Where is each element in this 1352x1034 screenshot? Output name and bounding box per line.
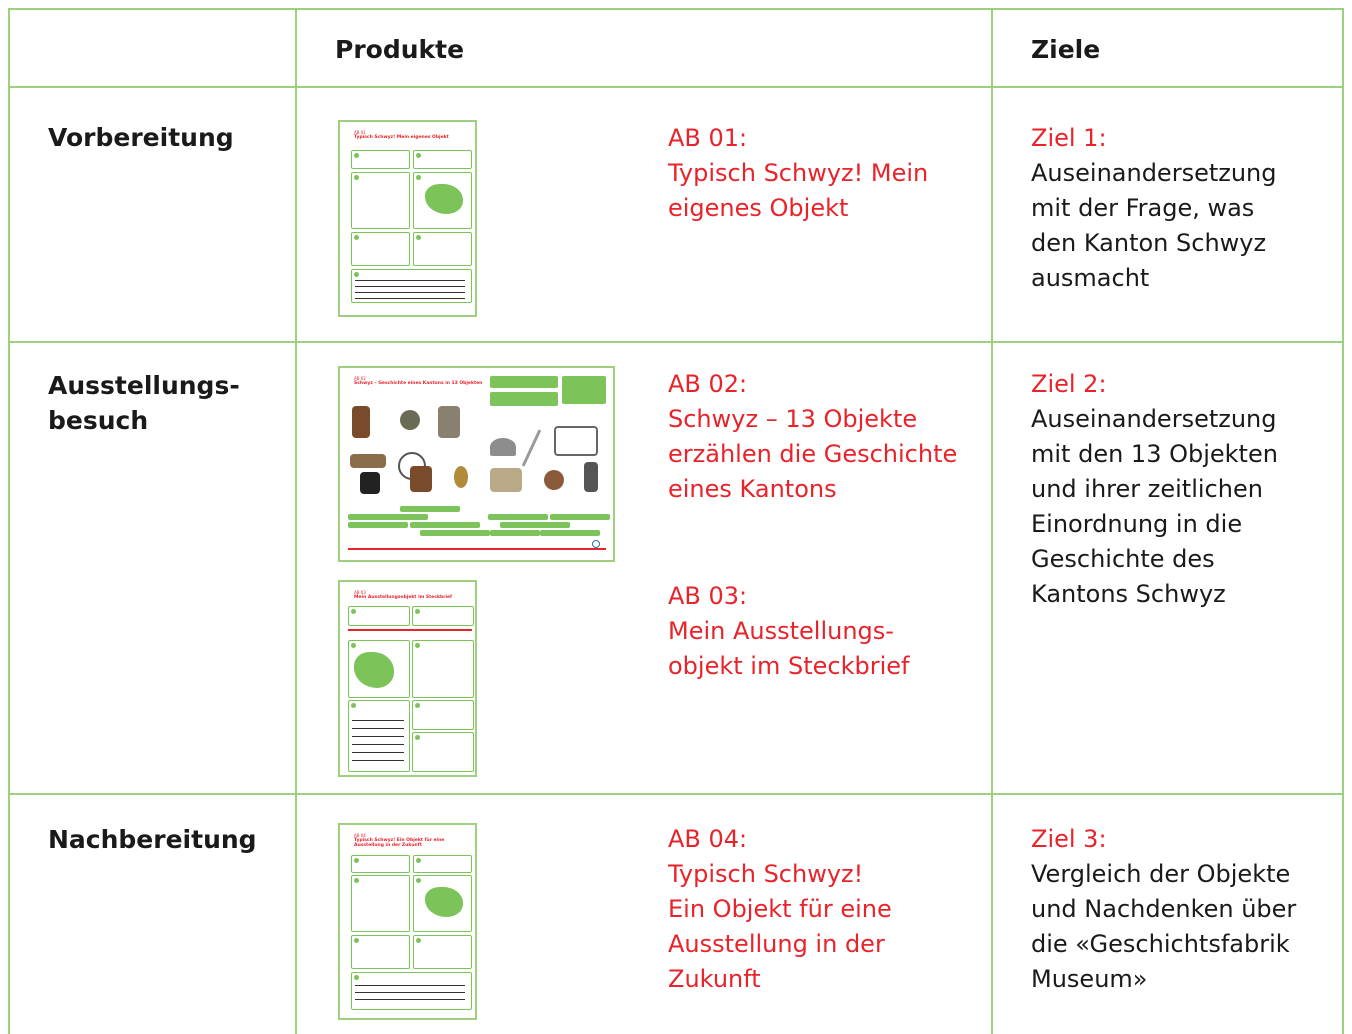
goal-3: Ziel 3: Vergleich der Objekte und Nachdenken über die «Geschichtsfabrik Museum» [1031,825,1297,993]
chandelier-icon [554,426,598,456]
table-border-right [1342,8,1344,1034]
table-col-divider [991,8,993,1034]
jacket-icon [360,472,380,494]
product-ab04: AB 04: Typisch Schwyz! Ein Objekt für eine Ausstellung in der Zukunft [668,825,892,993]
header-ziele: Ziele [1031,35,1101,64]
worksheet-thumbnail-ab02[interactable]: AB 02 Schwyz – Geschichte eines Kantons in 13 Objekten [338,366,615,562]
worksheet-thumbnail-ab03[interactable]: AB 03 Mein Ausstellungsobjekt im Steckbrief [338,580,477,777]
book-icon [490,468,522,492]
phase-label: Nachbereitung [48,825,257,854]
table-border-top [8,8,1344,10]
monstrance-icon [454,466,468,488]
timeline-bar [348,548,606,550]
table-row-divider [8,793,1344,795]
worksheet-thumbnail-ab01[interactable]: AB 01 Typisch Schwyz! Mein eigenes Objekt [338,120,477,317]
product-ab01: AB 01: Typisch Schwyz! Mein eigenes Objekt [668,124,929,222]
stained-glass-icon [352,406,370,438]
sword-icon [522,429,542,467]
lantern-icon [584,462,598,492]
marker-icon [592,540,600,548]
product-ab03: AB 03: Mein Ausstellungs- objekt im Steckbrief [668,582,910,680]
table-row-divider [8,86,1344,88]
worksheet-thumbnail-ab04[interactable]: AB 04 Typisch Schwyz! Ein Objekt für eine Ausstellung in der Zukunft [338,823,477,1020]
goal-2: Ziel 2: Auseinandersetzung mit den 13 Objekten und ihrer zeitlichen Einordnung in die Geschichte des Kantons Schwyz [1031,370,1278,608]
phase-label: Vorbereitung [48,123,234,152]
table-border-left [8,8,10,1034]
wood-object-icon [350,454,386,468]
phase-label: Ausstellungs- besuch [48,371,240,435]
product-ab02: AB 02: Schwyz – 13 Objekte erzählen die Geschichte eines Kantons [668,370,958,503]
helmet-icon [490,438,516,456]
cabinet-icon [410,466,432,492]
coin-icon [400,410,420,430]
table-col-divider [295,8,297,1034]
seal-icon [544,470,564,490]
statue-icon [438,406,460,438]
header-produkte: Produkte [335,35,465,64]
timeline-bar [348,629,472,631]
goal-1: Ziel 1: Auseinandersetzung mit der Frage, was den Kanton Schwyz ausmacht [1031,124,1277,292]
table-row-divider [8,341,1344,343]
